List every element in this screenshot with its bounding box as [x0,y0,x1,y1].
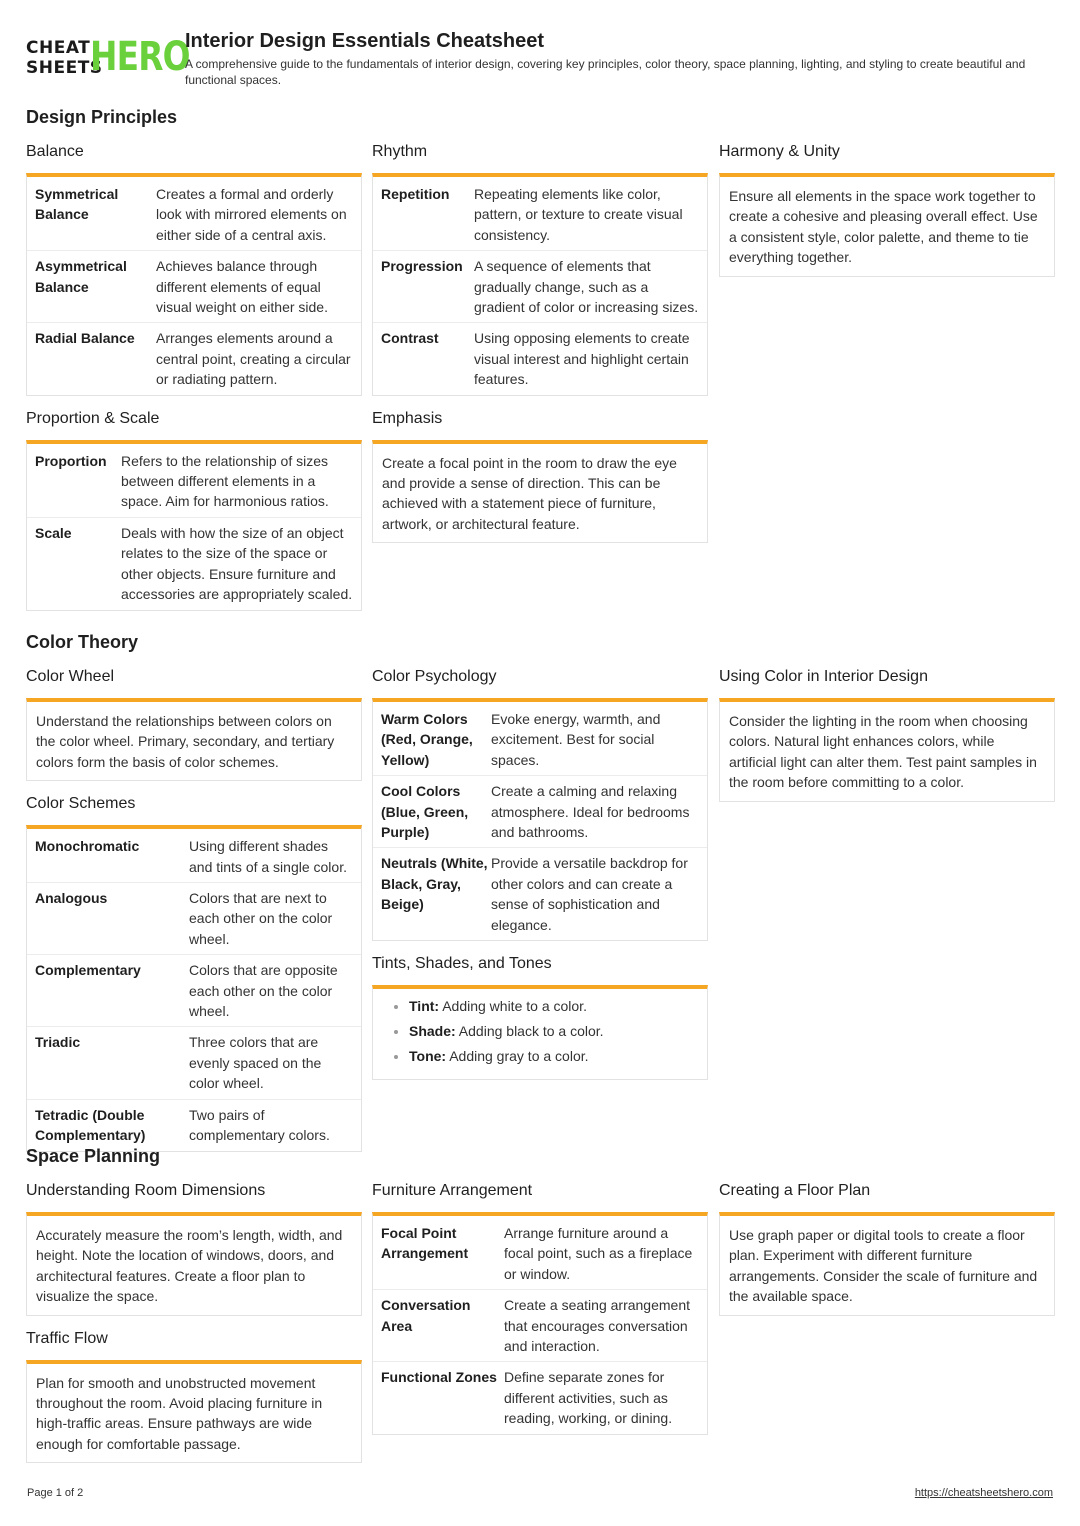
card-harmony [719,173,1055,277]
logo-line2: SHEETS [26,58,103,78]
item-key: Tint: [409,998,440,1015]
cheatsheetshero-logo[interactable] [26,34,190,80]
list-item [409,1046,697,1066]
tints-list [373,989,707,1079]
item-value: Adding black to a color. [455,1022,604,1039]
card-title-dimensions: Understanding Room Dimensions [26,1182,266,1199]
card-title-floor-plan: Creating a Floor Plan [719,1182,871,1199]
card-title-rhythm: Rhythm [372,143,428,160]
item-key: Tone: [409,1047,447,1064]
row-key: Triadic [35,1034,81,1051]
row-key: Analogous [35,890,108,907]
list-item [409,996,697,1016]
row-value: Arranges elements around a central point, creating a circular or radiating pattern. [156,330,351,388]
card-proportion [26,440,362,611]
card-dimensions [26,1212,362,1316]
row-value: A sequence of elements that gradually change, such as a gradient of color or increasing sizes. [474,258,699,316]
column-1-design [26,141,362,623]
card-rhythm [372,173,708,396]
column-3-space [719,1180,1055,1328]
card-tints [372,985,708,1080]
table-row [373,776,707,848]
table-row [27,177,361,251]
table-row [27,444,361,518]
card-emphasis [372,440,708,544]
row-key: Contrast [381,330,439,347]
section-title-design-principles: Design Principles [26,107,178,127]
row-value: Using opposing elements to create visual interest and highlight certain features. [474,330,690,388]
table-row [373,1362,707,1433]
row-key: Scale [35,524,72,541]
row-key: Proportion [35,452,107,469]
column-1-space [26,1180,362,1475]
card-color-schemes [26,825,362,1151]
card-color-psychology [372,698,708,941]
section-title-space-planning: Space Planning [26,1146,161,1166]
card-text: Understand the relationships between colors on the color wheel. Primary, secondary, and tertiary colors form the basis of color schemes. [36,713,335,770]
table-row [27,1027,361,1099]
card-title-proportion: Proportion & Scale [26,409,160,427]
row-value: Using different shades and tints of a single color. [189,838,347,875]
table-row [27,829,361,883]
row-key: Conversation Area [381,1297,471,1334]
table-row [27,518,361,610]
table-row [27,1100,361,1151]
row-key: Monochromatic [35,838,140,855]
row-key: Focal Point Arrangement [381,1225,469,1262]
logo-line1: CHEAT [26,38,91,58]
card-text: Ensure all elements in the space work together to create a cohesive and pleasing overall effect. Use a consistent style, color palette, and theme to tie everything together. [729,188,1038,266]
table-row [27,883,361,955]
card-color-wheel [26,698,362,781]
column-3-design [719,141,1055,289]
table-row [27,251,361,323]
column-3-color [719,666,1055,814]
row-key: Complementary [35,962,141,979]
card-text: Consider the lighting in the room when choosing colors. Natural light enhances colors, while artificial light can alter them. Test paint samples in the room before committing to a color. [729,713,1037,791]
card-balance [26,173,362,396]
section-title-color-theory: Color Theory [26,632,139,652]
row-value: Define separate zones for different activities, such as reading, working, or dining. [504,1369,673,1427]
row-key: Progression [381,258,463,275]
card-title-color-schemes: Color Schemes [26,795,136,813]
card-title-color-wheel: Color Wheel [26,668,115,685]
row-value: Create a calming and relaxing atmosphere. Ideal for bedrooms and bathrooms. [491,783,690,841]
row-value: Colors that are opposite each other on the color wheel. [189,962,338,1020]
row-value: Refers to the relationship of sizes between different elements in a space. Aim for harmonious ratios. [121,452,329,510]
table-row [373,702,707,776]
card-furniture [372,1212,708,1435]
row-key: Neutrals (White, Black, Gray, Beige) [381,855,488,913]
page-header [26,28,1060,98]
table-row [373,848,707,940]
page-number: Page 1 of 2 [27,1487,84,1499]
column-2-design [372,141,708,555]
row-value: Evoke energy, warmth, and excitement. Best for social spaces. [491,711,661,768]
row-value: Colors that are next to each other on the color wheel. [189,890,333,947]
card-using-color [719,698,1055,802]
item-value: Adding gray to a color. [446,1047,589,1064]
page-subtitle: A comprehensive guide to the fundamentals of interior design, covering key principles, color theory, space planning, lighting, and styling to create beautiful and functional spaces. [185,57,1026,87]
row-key: Warm Colors (Red, Orange, Yellow) [381,711,473,768]
card-title-furniture: Furniture Arrangement [372,1182,533,1199]
table-row [373,177,707,251]
title-block [185,28,1065,88]
item-key: Shade: [409,1022,456,1039]
row-value: Three colors that are evenly spaced on the color wheel. [189,1034,322,1092]
row-key: Radial Balance [35,330,135,347]
table-row [373,251,707,323]
row-key: Functional Zones [381,1369,497,1386]
row-value: Create a seating arrangement that encourages conversation and interaction. [504,1297,690,1355]
row-value: Repeating elements like color, pattern, or texture to create visual consistency. [474,186,683,243]
row-value: Provide a versatile backdrop for other colors and can create a sense of sophistication and elegance. [491,855,688,933]
row-value: Arrange furniture around a focal point, such as a fireplace or window. [504,1225,693,1282]
item-value: Adding white to a color. [439,998,587,1015]
column-2-space [372,1180,708,1447]
card-title-emphasis: Emphasis [372,409,443,427]
card-traffic-flow [26,1360,362,1464]
logo-hero: HERO [90,34,190,80]
card-text: Plan for smooth and unobstructed movement throughout the room. Avoid placing furniture in high-traffic areas. Ensure pathways are wide enough for comfortable passage. [36,1374,323,1452]
row-key: Symmetrical Balance [35,186,119,223]
card-title-using-color: Using Color in Interior Design [719,668,928,685]
column-1-color [26,666,362,1164]
row-key: Cool Colors (Blue, Green, Purple) [381,783,469,841]
site-link[interactable]: https://cheatsheetshero.com [914,1487,1053,1499]
row-value: Two pairs of complementary colors. [189,1106,330,1144]
row-key: Asymmetrical Balance [35,258,127,295]
page-title: Interior Design Essentials Cheatsheet [185,30,545,52]
card-text: Use graph paper or digital tools to create a floor plan. Experiment with different furniture arrangements. Consider the scale of furniture and the available space. [729,1227,1038,1305]
table-row [27,955,361,1027]
table-row [27,323,361,394]
card-text: Accurately measure the room’s length, width, and height. Note the location of windows, doors, and architectural features. Create a floor plan to visualize the space. [36,1227,343,1305]
card-text: Create a focal point in the room to draw the eye and provide a sense of direction. This can be achieved with a statement piece of furniture, artwork, or architectural feature. [382,454,677,532]
card-title-traffic-flow: Traffic Flow [26,1329,108,1347]
card-title-balance: Balance [26,143,84,160]
row-value: Achieves balance through different elements of equal visual weight on either side. [156,258,328,316]
row-key: Tetradic (Double Complementary) [35,1106,146,1144]
row-key: Repetition [381,186,450,202]
card-title-harmony: Harmony & Unity [719,143,840,160]
card-title-tints: Tints, Shades, and Tones [372,955,552,973]
row-value: Creates a formal and orderly look with mirrored elements on either side of a central axis. [156,186,347,243]
card-title-color-psychology: Color Psychology [372,668,497,685]
list-item [409,1021,697,1041]
table-row [373,1290,707,1362]
table-row [373,1216,707,1290]
card-floor-plan [719,1212,1055,1316]
column-2-color [372,666,708,1092]
row-value: Deals with how the size of an object relates to the size of the space or other objects. Ensure furniture and accessories are appropriately scaled. [121,524,353,603]
table-row [373,323,707,394]
